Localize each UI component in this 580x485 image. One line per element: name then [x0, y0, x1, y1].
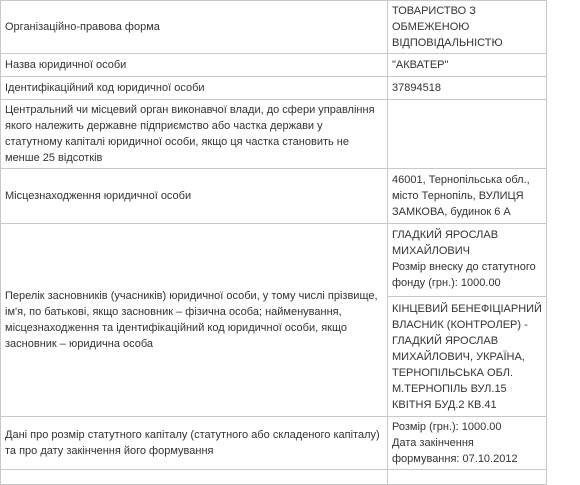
capital-value [388, 417, 547, 470]
governing-body-value [388, 100, 547, 169]
row-location [1, 169, 547, 224]
beneficiary-owner: КІНЦЕВИЙ БЕНЕФІЦІАРНИЙ ВЛАСНИК (КОНТРОЛЕР) - ГЛАДКИЙ ЯРОСЛАВ МИХАЙЛОВИЧ, УКРАЇНА, ТЕРНОПІЛЬСЬКА ОБЛ. М.ТЕРНОПІЛЬ ВУЛ.15 КВІТНЯ БУД.2 КВ.41 [392, 303, 542, 411]
row-capital [1, 417, 547, 470]
capital-amount: Розмір (грн.): 1000.00 [392, 421, 502, 433]
row-next-partial [1, 470, 547, 485]
row-entity-name [1, 54, 547, 77]
row-id-code [1, 77, 547, 100]
founders-label: Перелік засновників (учасників) юридичної особи, у тому числі прізвище, ім'я, по батькові, якщо засновник – фізична особа; найменування, місцезнаходження та ідентифікаційний код юридичної особи, якщо засновник – юридична особа [1, 224, 388, 417]
next-row-label [1, 470, 388, 485]
id-code-value: 37894518 [388, 77, 547, 100]
founder-name: ГЛАДКИЙ ЯРОСЛАВ МИХАЙЛОВИЧ [392, 229, 499, 257]
capital-label: Дані про розмір статутного капіталу (статутного або складеного капіталу) та про дату закінчення його формування [1, 417, 388, 470]
entity-name-label: Назва юридичної особи [1, 54, 388, 77]
next-row-value [388, 470, 547, 485]
location-label: Місцезнаходження юридичної особи [1, 169, 388, 224]
founder-contribution: Розмір внеску до статутного фонду (грн.): 1000.00 [392, 261, 536, 289]
row-founders [1, 224, 547, 417]
legal-form-value: ТОВАРИСТВО З ОБМЕЖЕНОЮ ВІДПОВІДАЛЬНІСТЮ [388, 1, 547, 54]
id-code-label: Ідентифікаційний код юридичної особи [1, 77, 388, 100]
entity-name-value: "АКВАТЕР" [388, 54, 547, 77]
row-governing-body [1, 100, 547, 169]
location-value: 46001, Тернопільська обл., місто Тернопіль, ВУЛИЦЯ ЗАМКОВА, будинок 6 А [388, 169, 547, 224]
founders-divider [388, 296, 546, 297]
row-legal-form [1, 1, 547, 54]
governing-body-label: Центральний чи місцевий орган виконавчої влади, до сфери управління якого належить державне підприємство або частка держави у статутному капіталі юридичної особи, якщо ця частка становить не менше 25 відсотків [1, 100, 388, 169]
capital-formation-date: Дата закінчення формування: 07.10.2012 [392, 437, 518, 465]
founders-value [388, 224, 547, 417]
legal-form-label: Організаційно-правова форма [1, 1, 388, 54]
